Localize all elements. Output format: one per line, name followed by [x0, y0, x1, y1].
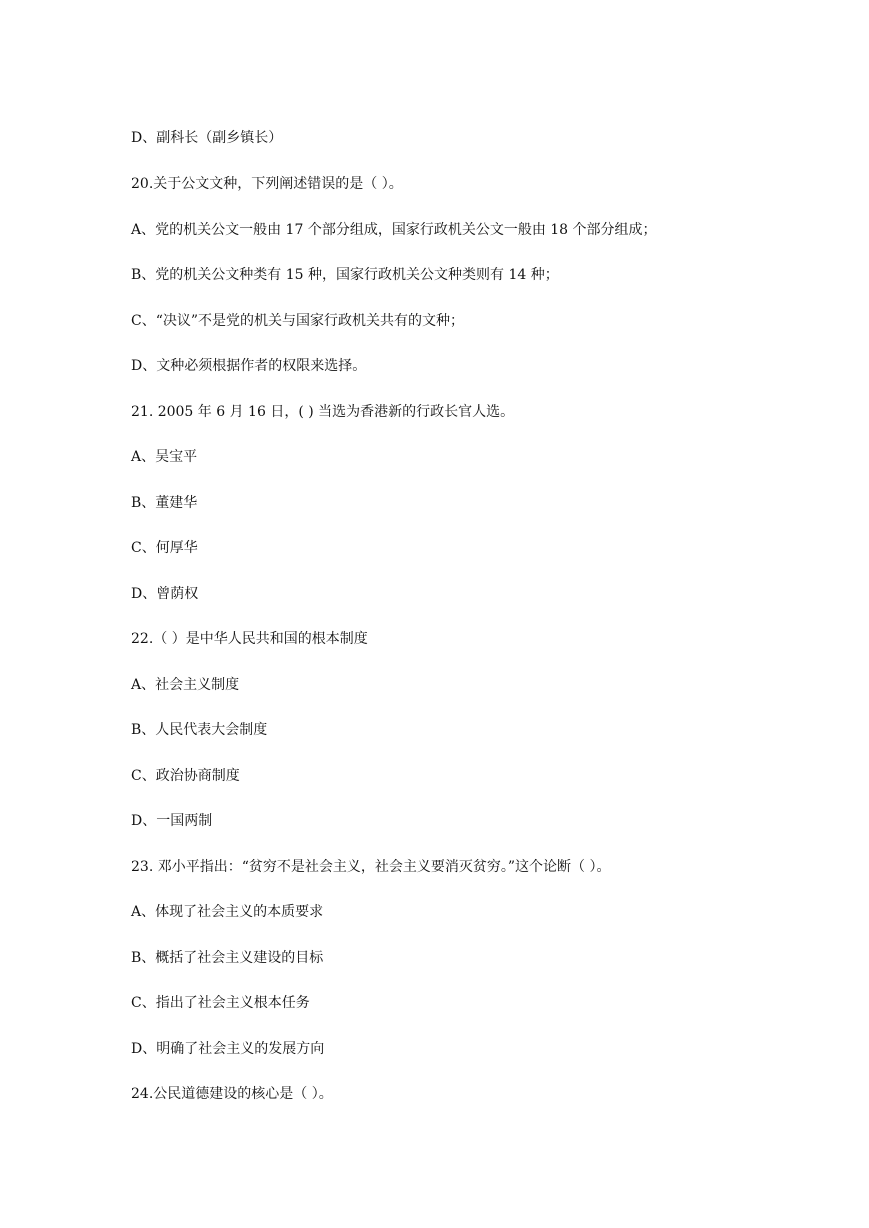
option-line: D、一国两制: [131, 813, 213, 829]
option-line: C、政治协商制度: [131, 768, 240, 784]
option-line: C、“决议”不是党的机关与国家行政机关共有的文种；: [131, 313, 465, 329]
option-line: A、社会主义制度: [131, 677, 240, 693]
option-line: A、吴宝平: [131, 449, 198, 465]
option-line: D、曾荫权: [131, 586, 199, 602]
option-line: D、副科长（副乡镇长）: [131, 130, 283, 146]
option-line: C、何厚华: [131, 540, 198, 556]
question-line: 23. 邓小平指出：“贫穷不是社会主义，社会主义要消灭贫穷。”这个论断（ ）。: [131, 859, 611, 875]
option-line: D、文种必须根据作者的权限来选择。: [131, 358, 367, 374]
question-line: 24.公民道德建设的核心是（ ）。: [131, 1086, 333, 1102]
question-line: 20.关于公文文种，下列阐述错误的是（ ）。: [131, 176, 403, 192]
option-line: B、概括了社会主义建设的目标: [131, 950, 324, 966]
option-line: C、指出了社会主义根本任务: [131, 995, 310, 1011]
option-line: D、明确了社会主义的发展方向: [131, 1041, 325, 1057]
option-line: B、党的机关公文种类有 15 种，国家行政机关公文种类则有 14 种；: [131, 267, 559, 283]
option-line: B、董建华: [131, 495, 198, 511]
option-line: A、党的机关公文一般由 17 个部分组成，国家行政机关公文一般由 18 个部分组成；: [131, 222, 657, 238]
option-line: B、人民代表大会制度: [131, 722, 268, 738]
question-line: 21. 2005 年 6 月 16 日，( ) 当选为香港新的行政长官人选。: [131, 404, 515, 420]
question-line: 22.（ ）是中华人民共和国的根本制度: [131, 631, 368, 647]
option-line: A、体现了社会主义的本质要求: [131, 904, 324, 920]
